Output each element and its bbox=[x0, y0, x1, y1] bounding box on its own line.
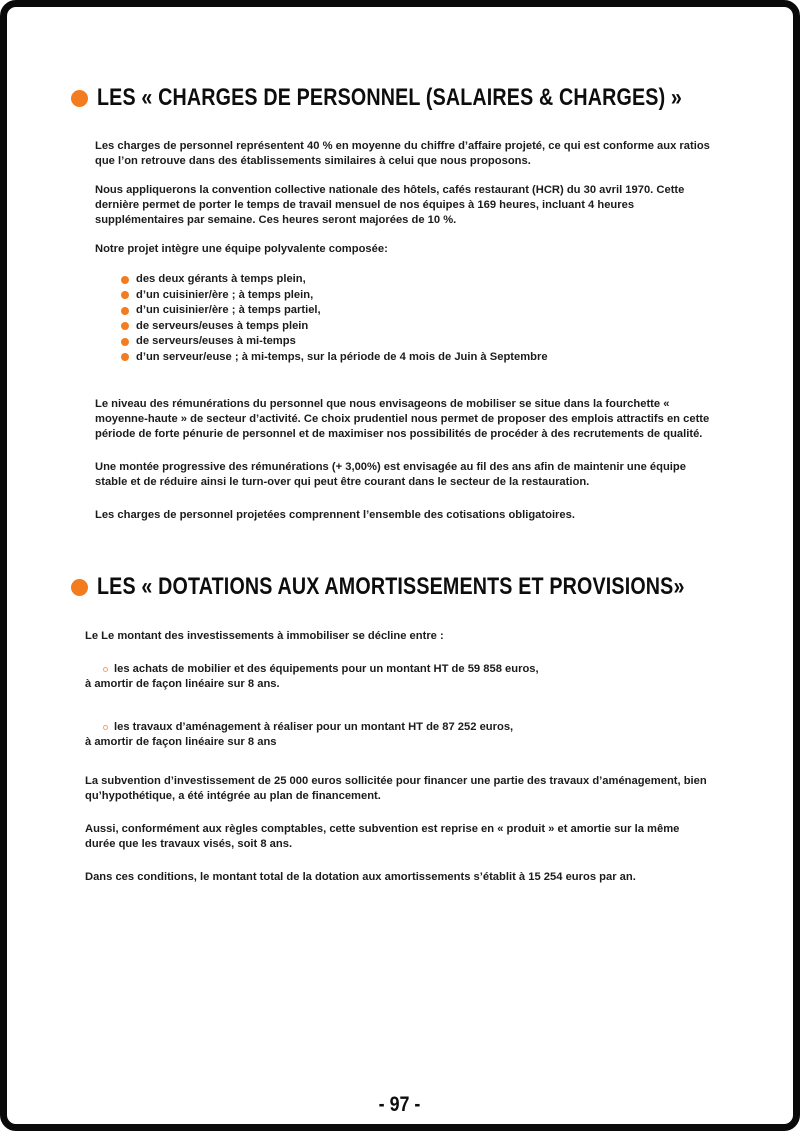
paragraph: Notre projet intègre une équipe polyvalente composée: bbox=[95, 243, 388, 255]
list-item-text: de serveurs/euses à mi-temps bbox=[136, 335, 296, 347]
heading-bullet-icon bbox=[71, 579, 88, 596]
investment-item bbox=[85, 662, 712, 692]
list-item bbox=[121, 334, 712, 350]
list-item-text: d’un cuisinier/ère ; à temps partiel, bbox=[136, 304, 321, 316]
investment-item-text: les achats de mobilier et des équipements pour un montant HT de 59 858 euros, bbox=[114, 663, 539, 675]
section-title: LES « CHARGES DE PERSONNEL (SALAIRES & CHARGES) » bbox=[97, 84, 683, 111]
bullet-dot-icon bbox=[121, 291, 129, 299]
list-item bbox=[121, 272, 712, 288]
hollow-bullet-icon bbox=[103, 667, 108, 672]
bullet-dot-icon bbox=[121, 276, 129, 284]
list-item-text: d’un serveur/euse ; à mi-temps, sur la période de 4 mois de Juin à Septembre bbox=[136, 350, 548, 363]
paragraph: Le niveau des rémunérations du personnel que nous envisageons de mobiliser se situe dans la fourchette « moyenne-haute » de secteur d’activité. Ce choix prudentiel nous permet de proposer des emplois attractifs en cette période de forte pénurie de personnel et de maximiser nos possibilités de procéder à des recrutements de qualité. bbox=[95, 398, 710, 440]
paragraph: Les charges de personnel projetées comprennent l’ensemble des cotisations obligatoires. bbox=[95, 509, 575, 521]
list-item-text: de serveurs/euses à temps plein bbox=[136, 319, 309, 332]
bullet-dot-icon bbox=[121, 322, 129, 330]
paragraph: Nous appliquerons la convention collective nationale des hôtels, cafés restaurant (HCR) du 30 avril 1970. Cette dernière permet de porter le temps de travail mensuel de nos équipes à 169 heures, incluant 4 heures supplémentaires par semaine. Ces heures seront majorées de 10 %. bbox=[95, 184, 685, 226]
paragraph: Une montée progressive des rémunérations (+ 3,00%) est envisagée au fil des ans afin de maintenir une équipe stable et de réduire ainsi le turn-over qui peut être courant dans le secteur de la restauration. bbox=[95, 461, 686, 488]
paragraph: Dans ces conditions, le montant total de la dotation aux amortissements s’établit à 15 254 euros par an. bbox=[85, 871, 636, 883]
investment-item-text: les travaux d’aménagement à réaliser pour un montant HT de 87 252 euros, bbox=[114, 721, 514, 733]
investment-item-line1 bbox=[103, 720, 712, 735]
list-item bbox=[121, 288, 712, 304]
hollow-bullet-icon bbox=[103, 725, 108, 730]
list-item-text: des deux gérants à temps plein, bbox=[136, 273, 306, 285]
paragraph: Le Le montant des investissements à immobiliser se décline entre : bbox=[85, 630, 444, 642]
bullet-dot-icon bbox=[121, 307, 129, 315]
section-dotations bbox=[85, 573, 712, 885]
list-item bbox=[121, 303, 712, 319]
page-number: - 97 - bbox=[379, 1093, 421, 1116]
paragraph: Les charges de personnel représentent 40 % en moyenne du chiffre d’affaire projeté, ce qui est conforme aux ratios que l’on retrouve dans des établissements similaires à celui que nous proposons. bbox=[95, 140, 710, 167]
section-heading-dotations bbox=[71, 573, 712, 601]
bullet-dot-icon bbox=[121, 353, 129, 361]
investment-item-line2: à amortir de façon linéaire sur 8 ans. bbox=[85, 678, 280, 690]
page-footer bbox=[0, 1093, 800, 1117]
heading-bullet-icon bbox=[71, 90, 88, 107]
paragraph: La subvention d’investissement de 25 000 euros sollicitée pour financer une partie des travaux d’aménagement, bien qu’hypothétique, a été intégrée au plan de financement. bbox=[85, 775, 707, 802]
team-list bbox=[121, 272, 712, 365]
investment-item bbox=[85, 720, 712, 750]
section-heading-charges-personnel bbox=[71, 84, 712, 112]
list-item bbox=[121, 319, 712, 335]
section-title: LES « DOTATIONS AUX AMORTISSEMENTS ET PROVISIONS» bbox=[97, 573, 685, 600]
list-item bbox=[121, 350, 712, 366]
investment-item-line1 bbox=[103, 662, 712, 677]
list-item-text: d’un cuisinier/ère ; à temps plein, bbox=[136, 288, 314, 301]
bullet-dot-icon bbox=[121, 338, 129, 346]
paragraph: Aussi, conformément aux règles comptables, cette subvention est reprise en « produit » et amortie sur la même durée que les travaux visés, soit 8 ans. bbox=[85, 823, 680, 850]
investment-item-line2: à amortir de façon linéaire sur 8 ans bbox=[85, 736, 277, 748]
